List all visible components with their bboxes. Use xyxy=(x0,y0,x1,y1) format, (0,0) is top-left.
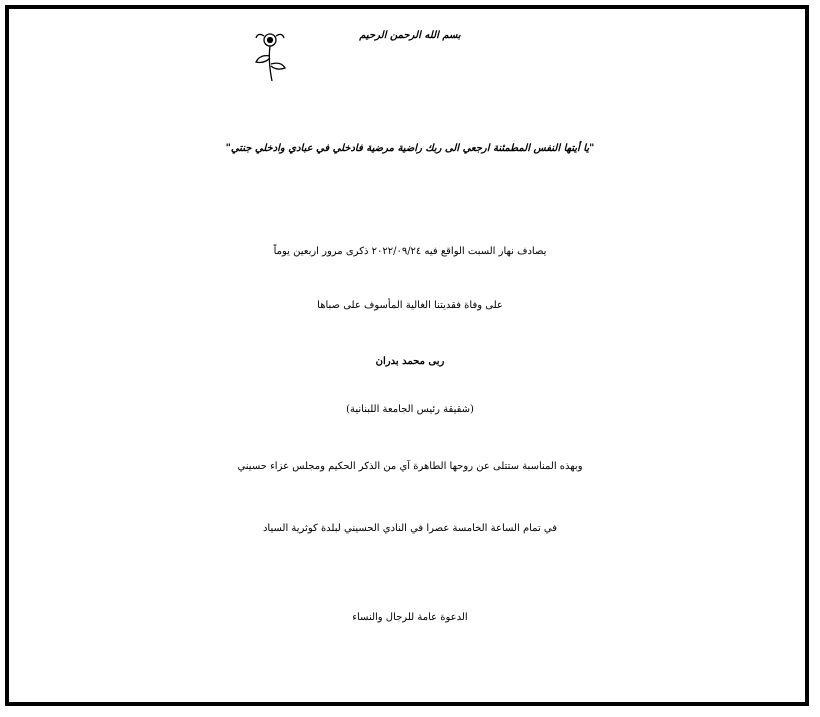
deceased-intro-line: على وفاة فقديتنا الغالية المأسوف على صباها xyxy=(317,300,503,311)
ceremony-line: وبهذه المناسبة ستتلى عن روحها الطاهرة آي من الذكر الحكيم ومجلس عزاء حسيني xyxy=(237,461,583,472)
invitation-line: الدعوة عامة للرجال والنساء xyxy=(352,612,468,623)
anniversary-line: يصادف نهار السبت الواقع فيه ٢٠٢٢/٠٩/٢٤ ذكرى مرور اربعين يوماً xyxy=(273,246,547,257)
deceased-name: ربى محمد بدران xyxy=(375,356,445,367)
relation-note: (شقيقة رئيس الجامعة اللبنانية) xyxy=(346,404,474,415)
time-location-line: في تمام الساعة الخامسة عصرا في النادي الحسيني لبلدة كوثرية السياد xyxy=(262,523,558,534)
quran-verse: "يا أيتها النفس المطمئنة ارجعي الى ربك راضية مرضية فادخلي في عبادي وادخلي جنتي" xyxy=(225,143,595,154)
basmala-heading: بسم الله الرحمن الرحيم xyxy=(359,30,461,41)
